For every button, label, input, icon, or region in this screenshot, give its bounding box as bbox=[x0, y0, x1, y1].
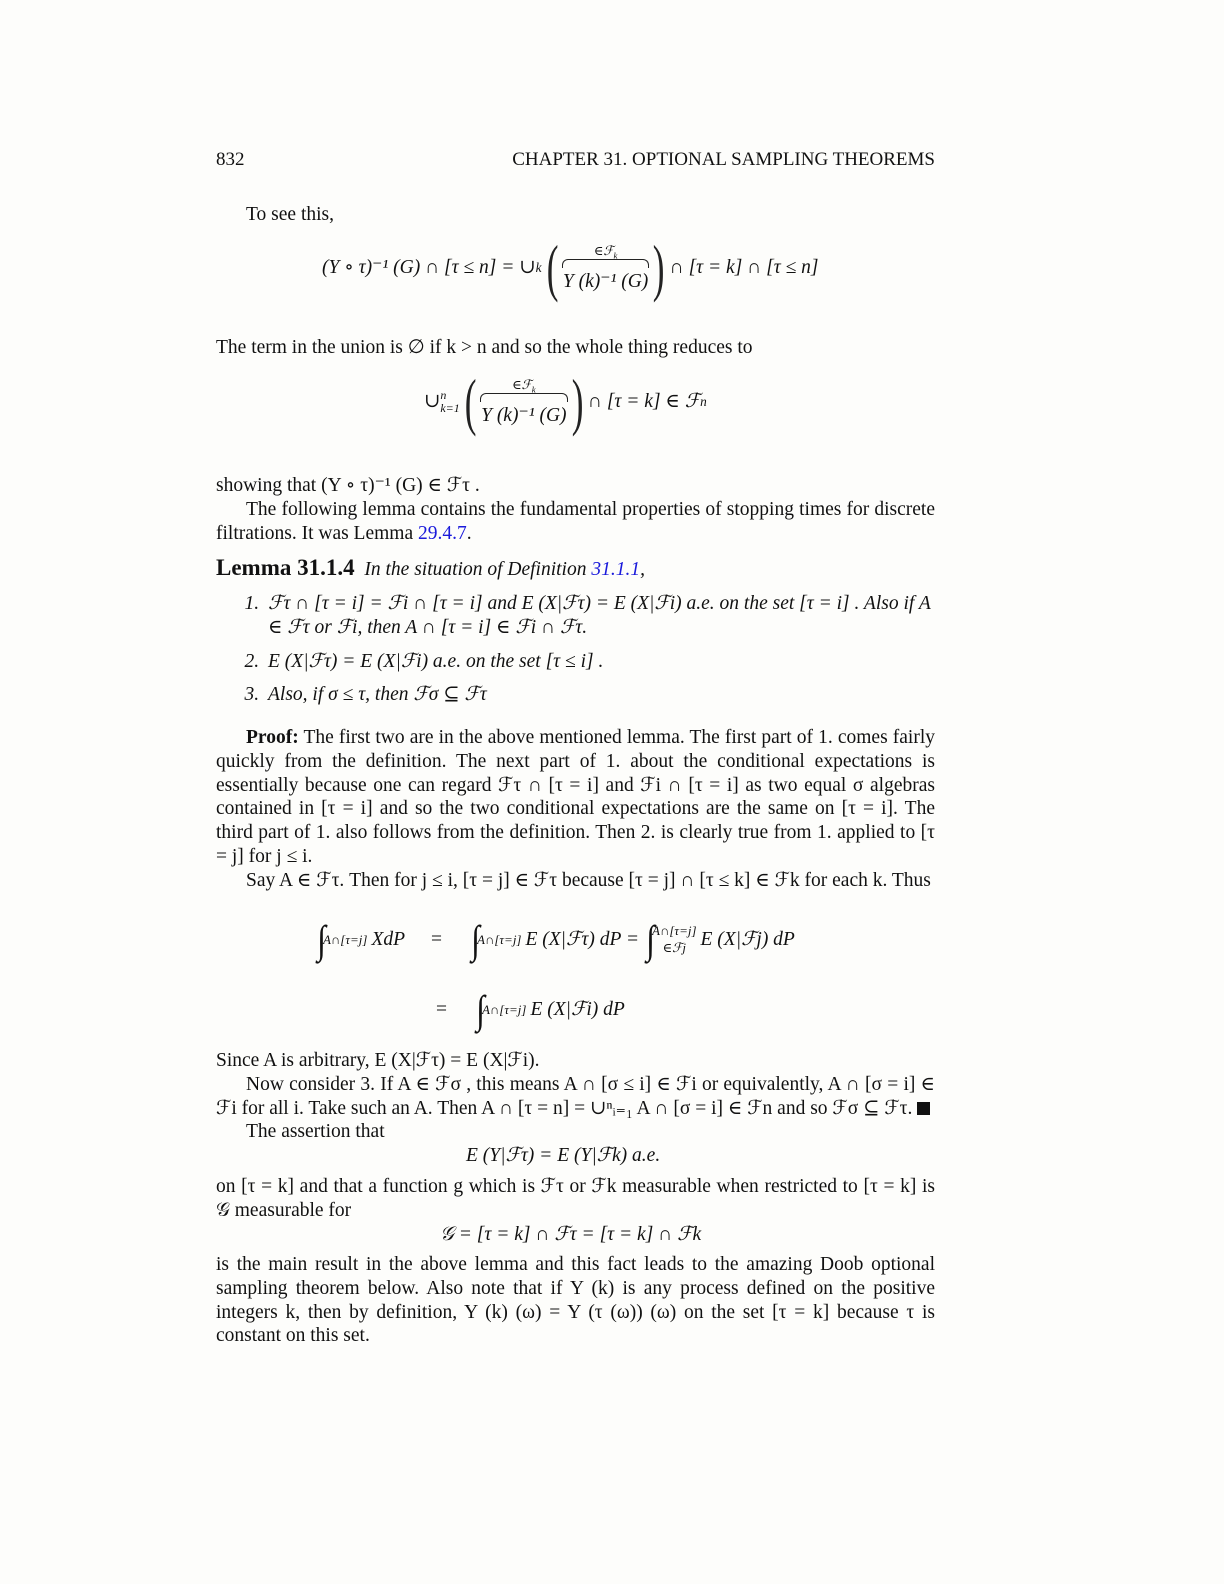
eq3: E (Y|ℱτ) = E (Y|ℱk) a.e. bbox=[466, 1145, 661, 1166]
eq2-rhs: ∩ [τ = k] ∈ ℱ bbox=[587, 391, 701, 413]
lemma-item-2: 2. E (X|ℱτ) = E (X|ℱi) a.e. on the set [τ ≤ i] . bbox=[264, 650, 935, 674]
int1-body: XdP bbox=[371, 929, 406, 951]
eq2-overbrace bbox=[481, 377, 566, 428]
eq-sign-1: = bbox=[431, 929, 443, 951]
lemma-item-3: 3. Also, if σ ≤ τ, then ℱσ ⊆ ℱτ bbox=[264, 683, 935, 707]
measurable-text: on [τ = k] and that a function g which is ℱτ or ℱk measurable when restricted to [τ = k] is 𝒢 measurable for bbox=[216, 1176, 935, 1221]
equation-3 bbox=[466, 1144, 660, 1168]
eq1-brace-tag-sub: k bbox=[613, 250, 618, 261]
doob-text: is the main result in the above lemma and this fact leads to the amazing Doob optional sampling theorem below. Also note that if Y (k) is any process defined on the positive integers k, then by definition, Y (k) (ω) = Y (τ (ω)) (ω) on the set [τ = k] because τ is constant on this set. bbox=[216, 1254, 935, 1347]
text-1 bbox=[216, 336, 935, 360]
eq2-union: ∪ bbox=[424, 391, 441, 413]
proof-paragraph-1: The first two are in the above mentioned lemma. The first part of 1. comes fairly quickly from the definition. The next part of 1. about the conditional expectations is essentially because one can regard ℱτ ∩ [τ = i] and ℱi ∩ [τ = i] as two equal σ algebras contained in [τ = i] and so the two conditional expectations are the same on [τ = i]. The third part of 1. also follows from the definition. Then 2. is clearly true from 1. applied to [τ = j] for j ≤ i. bbox=[216, 727, 935, 867]
lemma-title: Lemma 31.1.4 bbox=[216, 555, 355, 580]
eq2-brace-tag-sub: k bbox=[531, 384, 536, 395]
definition-ref-link[interactable]: 31.1.1 bbox=[591, 559, 641, 580]
proof-paragraph-4: Now consider 3. If A ∈ ℱσ , this means A ∩ [σ ≤ i] ∈ ℱi or equivalently, A ∩ [σ = i] ∈ ℱi for all i. Take such an A. Then A ∩ [τ = n] = ∪ⁿᵢ₌₁ A ∩ [σ = i] ∈ ℱn and so ℱσ ⊆ ℱτ. bbox=[216, 1073, 935, 1119]
union-reduces-text: The term in the union is ∅ if k > n and so the whole thing reduces to bbox=[216, 337, 753, 358]
eq1-rhs: ∩ [τ = k] ∩ [τ ≤ n] bbox=[669, 257, 819, 279]
eq2-union-sub: k=1 bbox=[440, 401, 460, 415]
assertion-text: The assertion that bbox=[246, 1121, 385, 1143]
int1-limit: A∩[τ=j] bbox=[322, 932, 368, 948]
proof-paragraph-3: Since A is arbitrary, E (X|ℱτ) = E (X|ℱi). bbox=[216, 1050, 540, 1071]
chapter-title: CHAPTER 31. OPTIONAL SAMPLING THEOREMS bbox=[512, 149, 935, 170]
lemma-intro: In the situation of Definition bbox=[364, 559, 587, 580]
int4-limit: A∩[τ=j] bbox=[481, 1002, 527, 1018]
lemma-items bbox=[216, 592, 935, 707]
text-block-2: showing that (Y ∘ τ)⁻¹ (G) ∈ ℱτ . The following lemma contains the fundamental properties of stopping times for discrete filtrations. It was Lemma 29.4.7. bbox=[216, 475, 935, 544]
int3-body: E (X|ℱj) dP bbox=[700, 929, 795, 951]
int2-limit: A∩[τ=j] bbox=[477, 932, 522, 948]
page-number: 832 bbox=[216, 149, 245, 170]
lemma-ref-link[interactable]: 29.4.7 bbox=[418, 522, 467, 544]
qed-icon bbox=[917, 1102, 930, 1115]
left-paren: ( bbox=[546, 232, 559, 303]
int4-body: E (X|ℱi) dP bbox=[530, 999, 625, 1021]
eq-sign-2: = bbox=[436, 999, 447, 1021]
int3-limit: A∩[τ=j] bbox=[652, 923, 697, 939]
left-paren-2: ( bbox=[464, 366, 477, 437]
eq1-lhs: (Y ∘ τ)⁻¹ (G) ∩ [τ ≤ n] = ∪ bbox=[322, 257, 536, 279]
after-text-2 bbox=[216, 1175, 935, 1223]
proof-paragraph-2: Say A ∈ ℱτ. Then for j ≤ i, [τ = j] ∈ ℱτ because [τ = j] ∩ [τ ≤ k] ∈ ℱk for each k. Thus bbox=[246, 869, 931, 891]
eq1-overbrace bbox=[563, 243, 648, 294]
eq2-union-sup: n bbox=[440, 387, 447, 402]
eq4: 𝒢 = [τ = k] ∩ ℱτ = [τ = k] ∩ ℱk bbox=[440, 1224, 702, 1245]
right-paren: ) bbox=[653, 232, 665, 303]
intro-text bbox=[216, 203, 935, 227]
after-text-3 bbox=[216, 1253, 935, 1348]
proof-end-block bbox=[216, 1049, 935, 1144]
lemma-item-1: 1. ℱτ ∩ [τ = i] = ℱi ∩ [τ = i] and E (X|ℱτ) = E (X|ℱi) a.e. on the set [τ = i] . Also if A ∈ ℱτ or ℱi, then A ∩ [τ = i] ∈ ℱi ∩ ℱτ. bbox=[264, 592, 935, 640]
integral-row-1: ∫ A∩[τ=j] XdP = ∫ A∩[τ=j] E (X|ℱτ) dP = ∫ A∩[τ=j] ∈ℱj E (X|ℱj) dP bbox=[317, 917, 795, 962]
proof-block bbox=[216, 726, 935, 892]
lemma-block: Lemma 31.1.4 In the situation of Definition 31.1.1, 1. ℱτ ∩ [τ = i] = ℱi ∩ [τ = i] and E (X|ℱτ) = E (X|ℱi) a.e. on the set [τ = i] . Also if A ∈ ℱτ or ℱi, then A ∩ [τ = i] ∈ ℱi ∩ ℱτ. 2. E (X|ℱτ) = E (X|ℱi) a.e. on the set [τ ≤ i] . 3. Also, if σ ≤ τ, then ℱσ ⊆ ℱτ bbox=[216, 554, 935, 707]
page-header bbox=[216, 148, 935, 171]
following-lemma-text: The following lemma contains the fundamental properties of stopping times for discrete filtrations. It was Lemma bbox=[216, 498, 935, 544]
right-paren-2: ) bbox=[571, 366, 584, 437]
to-see-this: To see this, bbox=[246, 204, 334, 225]
eq2-brace-tag: ∈ℱ bbox=[511, 376, 532, 392]
proof-label: Proof: bbox=[246, 727, 299, 748]
eq2-inner: Y (k)⁻¹ (G) bbox=[481, 404, 567, 426]
int3-under: ∈ℱj bbox=[662, 940, 686, 955]
eq1-inner: Y (k)⁻¹ (G) bbox=[562, 270, 649, 292]
int2-body: E (X|ℱτ) dP = bbox=[525, 929, 640, 951]
showing-that: showing that (Y ∘ τ)⁻¹ (G) ∈ ℱτ . bbox=[216, 475, 480, 496]
integral-row-2: = ∫ A∩[τ=j] E (X|ℱi) dP bbox=[436, 987, 625, 1032]
equation-4 bbox=[440, 1223, 701, 1247]
equation-1: (Y ∘ τ)⁻¹ (G) ∩ [τ ≤ n] = ∪ k ( ∈ℱ$_k$ Y (k)⁻¹ (G) ) ∩ [τ = k] ∩ [τ ≤ n] bbox=[322, 232, 819, 303]
equation-2: ∪ n k=1 ( ∈ℱ$_k$ Y (k)⁻¹ (G) ) ∩ [τ = k] ∈ ℱ n bbox=[424, 366, 707, 437]
eq1-brace-tag: ∈ℱ bbox=[593, 242, 614, 258]
